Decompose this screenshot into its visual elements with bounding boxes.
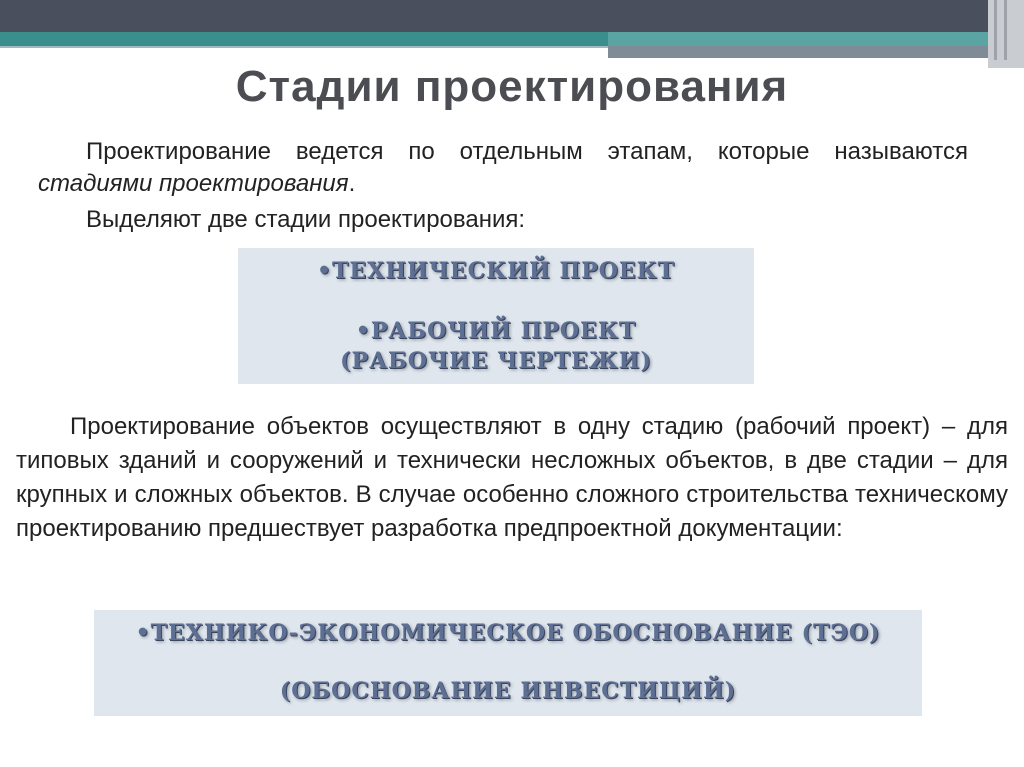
fold-line xyxy=(1004,0,1007,60)
header-banner-gray xyxy=(608,46,988,58)
intro-end: . xyxy=(348,170,356,197)
header-banner-dark xyxy=(0,0,1024,32)
investment-justification: (ОБОСНОВАНИЕ ИНВЕСТИЦИЙ) xyxy=(279,678,737,704)
stage-working-drawings: (РАБОЧИЕ ЧЕРТЕЖИ) xyxy=(340,348,652,374)
intro-emphasis: стадиями проектирования xyxy=(38,170,349,197)
header-banner-accent xyxy=(0,46,608,48)
preproject-box xyxy=(94,610,922,716)
slide-title: Стадии проектирования xyxy=(235,62,789,111)
intro-text: Проектирование ведется по отдельным этапам, которые называются xyxy=(86,138,968,165)
stage-technical-project: •ТЕХНИЧЕСКИЙ ПРОЕКТ xyxy=(316,258,676,284)
stages-box xyxy=(238,248,754,384)
header-banner-teal-right xyxy=(608,32,1024,46)
page-fold-decoration xyxy=(988,0,1024,68)
header-banner-teal xyxy=(0,32,608,46)
intro-paragraph xyxy=(38,136,968,200)
fold-line xyxy=(994,0,997,60)
lead-paragraph: Выделяют две стадии проектирования: xyxy=(86,206,526,233)
stage-working-project: •РАБОЧИЙ ПРОЕКТ xyxy=(355,318,637,344)
body-paragraph: Проектирование объектов осуществляют в одну стадию (рабочий проект) – для типовых зданий и сооружений и технически несложных объектов, в две стадии – для крупных и сложных объектов. В случае особенно сложного строительства техническому проектированию предшествует разработка предпроектной документации: xyxy=(16,413,1008,542)
feasibility-study: •ТЕХНИКО-ЭКОНОМИЧЕСКОЕ ОБОСНОВАНИЕ (ТЭО) xyxy=(135,620,881,646)
